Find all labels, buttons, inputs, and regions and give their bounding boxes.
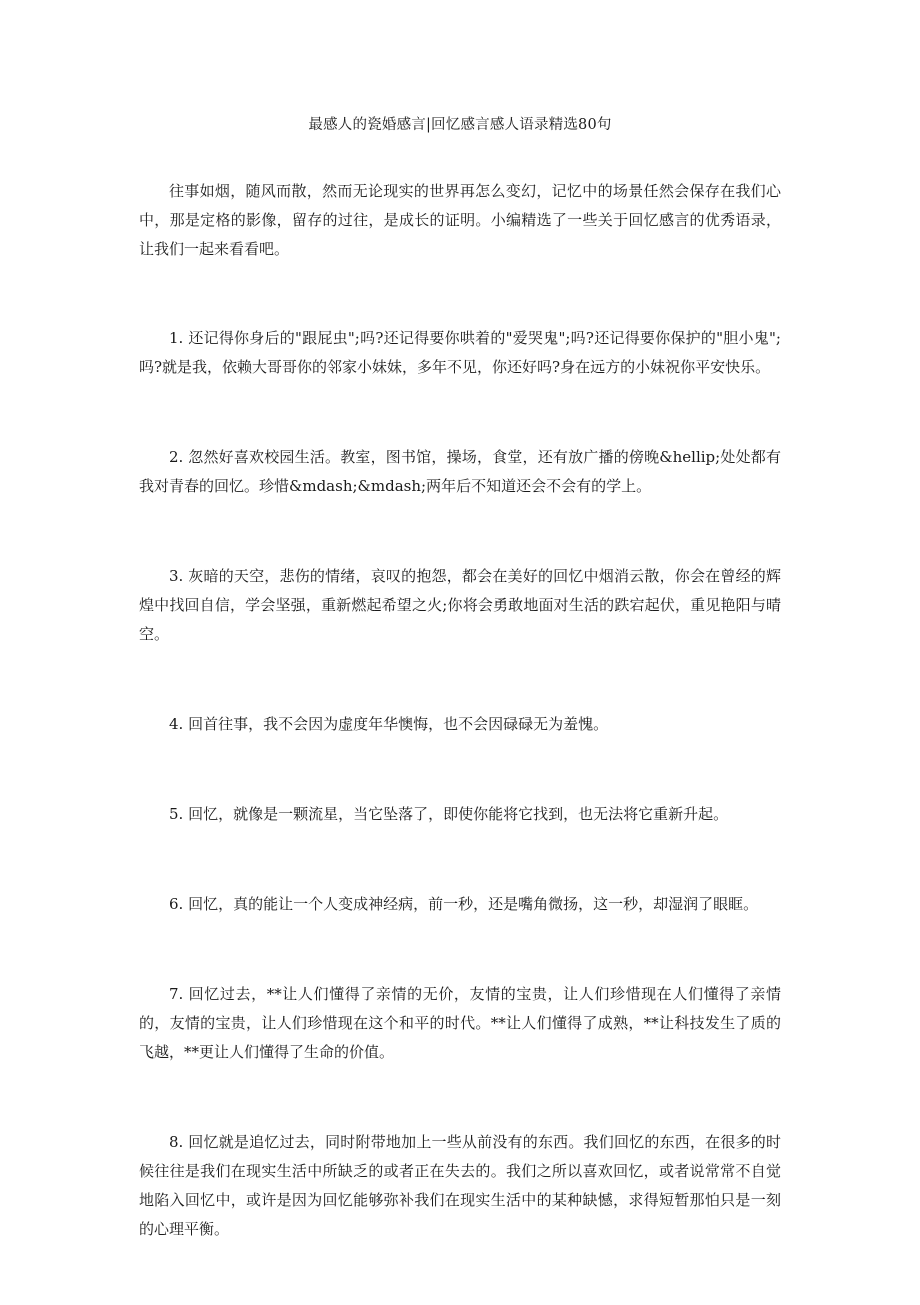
quote-item-4: 4. 回首往事，我不会因为虚度年华懊悔，也不会因碌碌无为羞愧。 xyxy=(169,715,609,733)
quote-item-3: 3. 灰暗的天空，悲伤的情绪，哀叹的抱怨，都会在美好的回忆中烟消云散，你会在曾经的辉煌中找回自信，学会坚强，重新燃起希望之火;你将会勇敢地面对生活的跌宕起伏，重见艳阳与晴空。 xyxy=(139,567,781,643)
intro-paragraph: 往事如烟，随风而散，然而无论现实的世界再怎么变幻，记忆中的场景任然会保存在我们心中，那是定格的影像，留存的过往，是成长的证明。小编精选了一些关于回忆感言的优秀语录，让我们一起来看看吧。 xyxy=(139,182,781,258)
quote-item-2: 2. 忽然好喜欢校园生活。教室，图书馆，操场，食堂，还有放广播的傍晚&hellip;处处都有我对青春的回忆。珍惜&mdash;&mdash;两年后不知道还会不会有的学上。 xyxy=(139,448,781,495)
quote-item-7: 7. 回忆过去，**让人们懂得了亲情的无价，友情的宝贵，让人们珍惜现在人们懂得了亲情的，友情的宝贵，让人们珍惜现在这个和平的时代。**让人们懂得了成熟，**让科技发生了质的飞越，**更让人们懂得了生命的价值。 xyxy=(139,985,781,1061)
quote-item-1: 1. 还记得你身后的"跟屁虫";吗?还记得要你哄着的"爱哭鬼";吗?还记得要你保护的"胆小鬼";吗?就是我，依赖大哥哥你的邻家小妹妹，多年不见，你还好吗?身在远方的小妹祝你平安快乐。 xyxy=(139,329,781,376)
document-body xyxy=(139,177,781,1305)
quote-item-6: 6. 回忆，真的能让一个人变成神经病，前一秒，还是嘴角微扬，这一秒，却湿润了眼眶。 xyxy=(169,895,759,913)
quote-item-5: 5. 回忆，就像是一颗流星，当它坠落了，即使你能将它找到，也无法将它重新升起。 xyxy=(169,805,729,823)
document-title: 最感人的瓷婚感言|回忆感言感人语录精选80句 xyxy=(308,117,612,133)
quote-item-8: 8. 回忆就是追忆过去，同时附带地加上一些从前没有的东西。我们回忆的东西，在很多的时候往往是我们在现实生活中所缺乏的或者正在失去的。我们之所以喜欢回忆，或者说常常不自觉地陷入回忆中，或许是因为回忆能够弥补我们在现实生活中的某种缺憾，求得短暂那怕只是一刻的心理平衡。 xyxy=(139,1133,781,1238)
